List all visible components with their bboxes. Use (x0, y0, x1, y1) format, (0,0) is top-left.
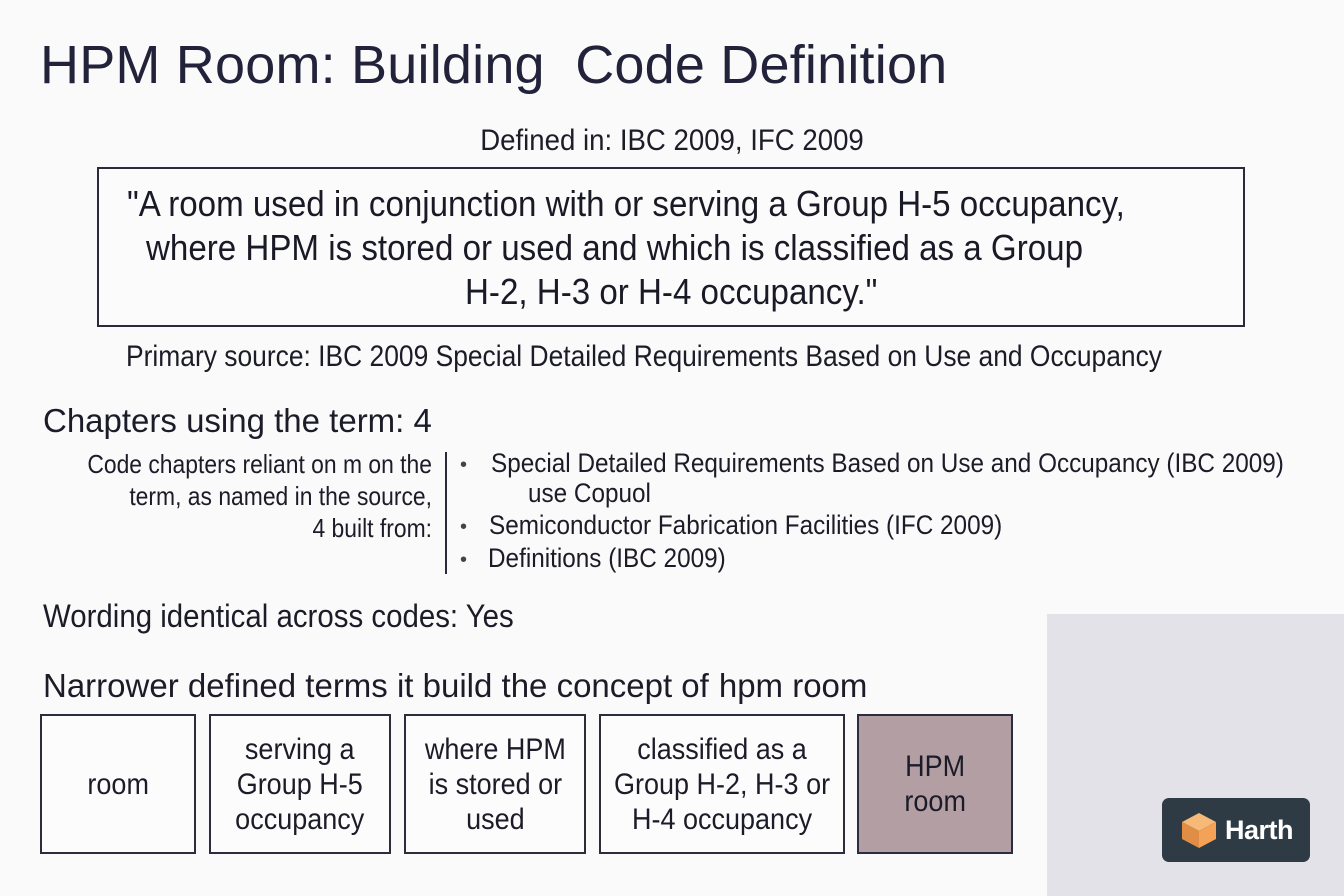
definition-box (97, 167, 1245, 327)
chapters-note (87, 448, 432, 544)
term-box-room (40, 714, 196, 854)
narrower-heading (43, 667, 867, 705)
chapters-heading: Chapters using the term: 4 (43, 402, 432, 439)
bullet-icon: • (460, 516, 468, 538)
term-line: HPM (904, 750, 965, 783)
definition-line-2: where HPM is stored or used and which is classified as a Group (146, 227, 1083, 268)
term-line: Group H-5 (236, 767, 364, 801)
narrower-heading-text: Narrower defined terms it build the concept of (43, 667, 709, 704)
term-box-serving (209, 714, 391, 854)
chapters-note-line: Code chapters reliant on m on the (87, 449, 433, 479)
definition-line-1: "A room used in conjunction with or serving a Group H-5 occupancy, (127, 183, 1125, 224)
chapters-note-line: term, as named in the source, (129, 481, 432, 511)
term-box-hpm-room (857, 714, 1013, 854)
brand-logo (1162, 798, 1310, 862)
primary-source: Primary source: IBC 2009 Special Detailed Requirements Based on Use and Occupancy (126, 340, 1162, 373)
term-line: classified as a (637, 732, 807, 766)
term-line: Group H-2, H-3 or (613, 767, 831, 801)
divider (445, 452, 447, 574)
narrower-concept: hpm room (718, 667, 868, 704)
chapter-item: Definitions (IBC 2009) (488, 543, 726, 573)
term-line: serving a (245, 732, 355, 766)
term-box-classified (599, 714, 845, 854)
term-box-stored (404, 714, 586, 854)
chapters-note-line: 4 built from: (312, 513, 432, 543)
bullet-icon: • (460, 454, 468, 476)
defined-in: Defined in: IBC 2009, IFC 2009 (480, 124, 864, 157)
page-title: HPM Room: Building Code Definition (40, 35, 948, 95)
bullet-icon: • (460, 549, 468, 571)
logo-text: Harth (1224, 814, 1293, 845)
definition-line-3: H-2, H-3 or H-4 occupancy." (465, 271, 878, 312)
term-line: where HPM (424, 732, 566, 766)
term-line: room (87, 767, 149, 801)
wording-identical: Wording identical across codes: Yes (43, 598, 514, 634)
chapter-item: Special Detailed Requirements Based on Use and Occupancy (IBC 2009) (491, 448, 1284, 478)
term-line: occupancy (235, 802, 365, 836)
chapter-item-continuation: use Copuol (528, 478, 651, 508)
term-line: used (465, 802, 525, 836)
chapter-item: Semiconductor Fabrication Facilities (IFC 2009) (489, 510, 1003, 540)
cube-icon (1179, 810, 1219, 850)
term-line: room (904, 785, 966, 818)
term-line: is stored or (428, 767, 562, 801)
term-line: H-4 occupancy (631, 802, 813, 836)
